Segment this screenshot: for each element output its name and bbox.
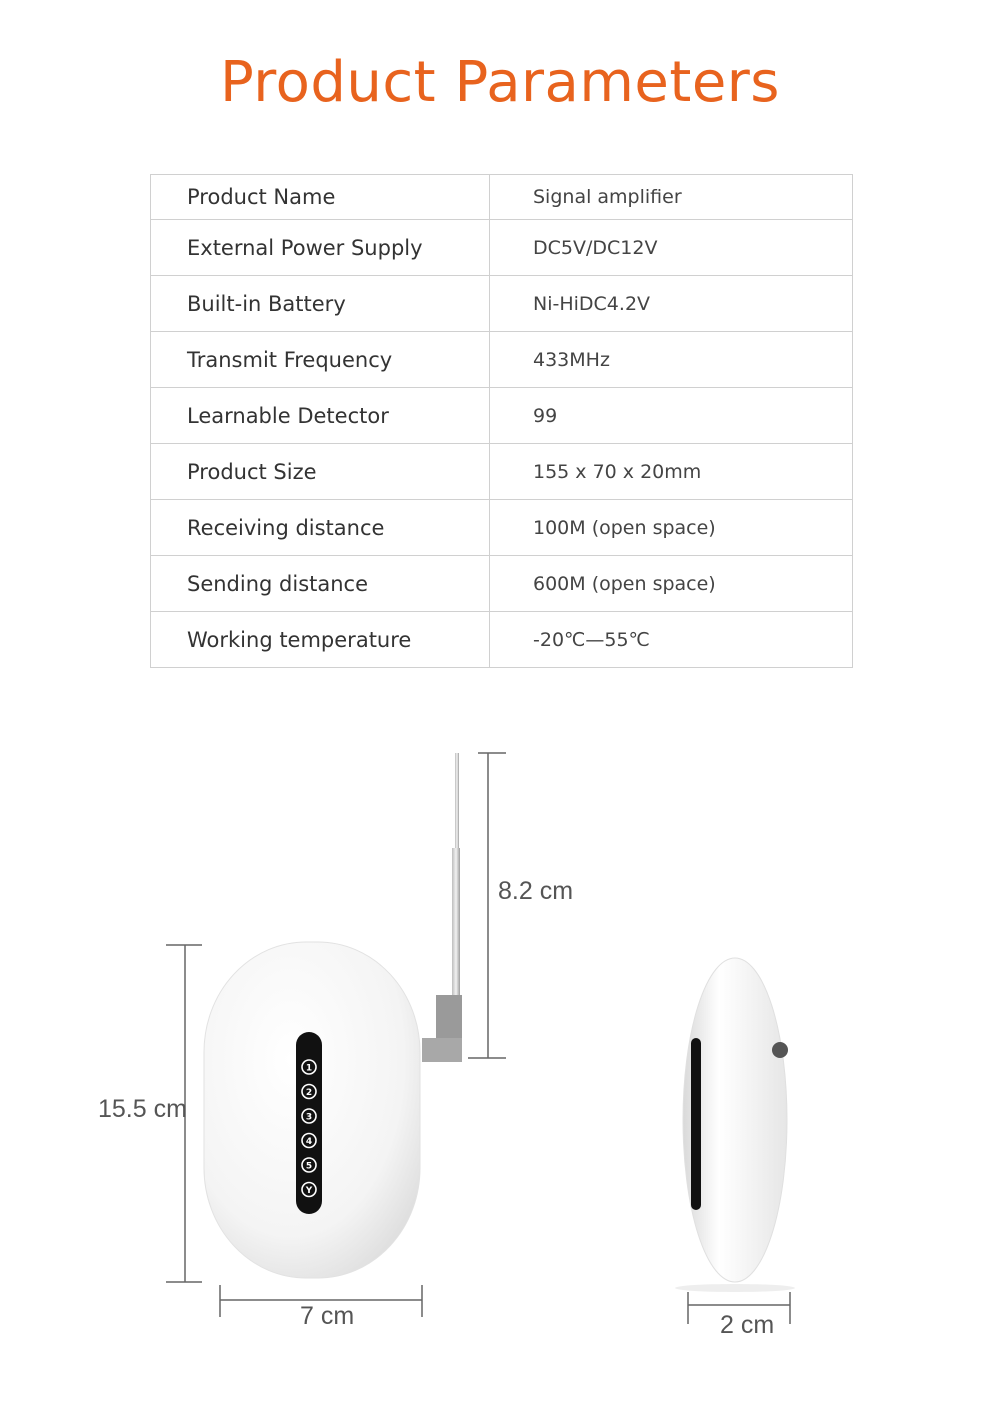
parameters-table	[150, 174, 853, 668]
param-value: DC5V/DC12V	[490, 220, 853, 276]
param-name: Receiving distance	[151, 500, 490, 556]
param-value: Signal amplifier	[490, 175, 853, 220]
param-name: Product Size	[151, 444, 490, 500]
param-name: External Power Supply	[151, 220, 490, 276]
param-name: Built-in Battery	[151, 276, 490, 332]
svg-text:1: 1	[305, 1063, 313, 1074]
width-label: 7 cm	[300, 1302, 355, 1330]
table-row	[151, 175, 853, 220]
device-side	[675, 958, 795, 1292]
svg-text:4: 4	[305, 1137, 313, 1147]
table-row	[151, 500, 853, 556]
table-row	[151, 388, 853, 444]
param-name: Transmit Frequency	[151, 332, 490, 388]
height-label: 15.5 cm	[98, 1095, 187, 1123]
param-name: Working temperature	[151, 612, 490, 668]
antenna-length-label: 8.2 cm	[498, 877, 574, 905]
svg-text:Y: Y	[305, 1186, 313, 1196]
svg-text:5: 5	[305, 1161, 313, 1172]
page-title: Product Parameters	[220, 50, 780, 115]
side-button	[772, 1042, 788, 1058]
table-row	[151, 332, 853, 388]
param-value: 100M (open space)	[490, 500, 853, 556]
table-row	[151, 220, 853, 276]
param-value: 99	[490, 388, 853, 444]
table-row	[151, 276, 853, 332]
param-name: Product Name	[151, 175, 490, 220]
svg-text:3: 3	[305, 1112, 313, 1123]
param-name: Learnable Detector	[151, 388, 490, 444]
depth-label: 2 cm	[720, 1311, 775, 1339]
param-value: 155 x 70 x 20mm	[490, 444, 853, 500]
antenna	[422, 753, 462, 1062]
table-row	[151, 612, 853, 668]
product-dimensions-figure	[0, 700, 1000, 1408]
param-value: 433MHz	[490, 332, 853, 388]
param-value: Ni-HiDC4.2V	[490, 276, 853, 332]
table-row	[151, 444, 853, 500]
param-value: 600M (open space)	[490, 556, 853, 612]
device-front	[204, 942, 420, 1278]
svg-text:2: 2	[305, 1088, 313, 1098]
param-value: -20℃—55℃	[490, 612, 853, 668]
param-name: Sending distance	[151, 556, 490, 612]
table-row	[151, 556, 853, 612]
product-illustration	[0, 700, 1000, 1408]
